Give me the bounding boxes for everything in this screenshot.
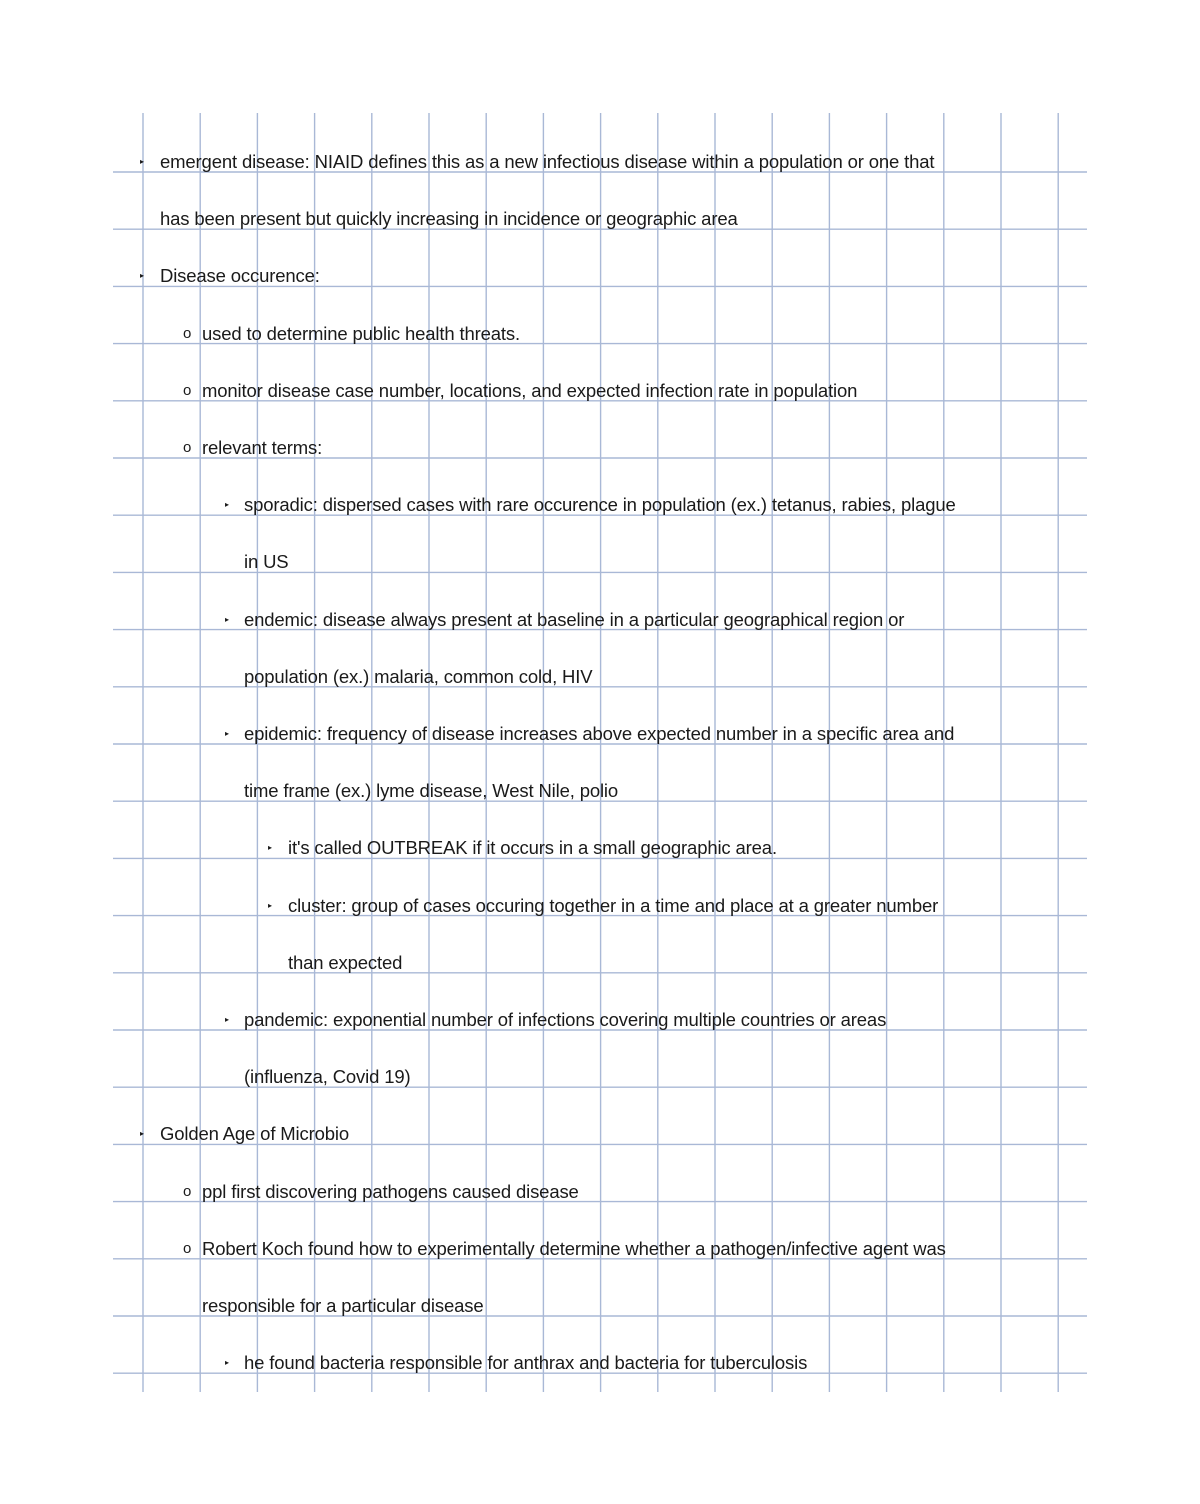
triangle-bullet-icon: ▸ — [140, 1129, 145, 1139]
note-line: in US — [244, 551, 289, 573]
note-line: time frame (ex.) lyme disease, West Nile, polio — [244, 780, 619, 802]
hollow-circle-bullet-icon: o — [183, 381, 192, 399]
note-line: monitor disease case number, locations, and expected infection rate in population — [202, 379, 858, 401]
note-line: emergent disease: NIAID defines this as a new infectious disease within a population or one that — [160, 151, 935, 172]
triangle-bullet-icon: ▸ — [225, 500, 230, 510]
triangle-bullet-icon: ▸ — [225, 1015, 230, 1024]
triangle-bullet-icon: ▸ — [225, 1358, 230, 1368]
note-line: endemic: disease always present at baseline in a particular geographical region or — [244, 608, 905, 630]
triangle-bullet-icon: ▸ — [268, 900, 273, 910]
triangle-bullet-icon: ▸ — [140, 157, 145, 166]
note-line: cluster: group of cases occuring together in a time and place at a greater number — [288, 894, 939, 916]
note-line: it's called OUTBREAK if it occurs in a small geographic area. — [288, 837, 777, 859]
hollow-circle-bullet-icon: o — [183, 1182, 192, 1200]
note-line: than expected — [288, 951, 403, 973]
triangle-bullet-icon: ▸ — [140, 271, 145, 281]
triangle-bullet-icon: ▸ — [225, 729, 230, 738]
note-line: population (ex.) malaria, common cold, HIV — [244, 665, 593, 687]
triangle-bullet-icon: ▸ — [225, 614, 230, 624]
note-line: Robert Koch found how to experimentally determine whether a pathogen/infective agent was — [202, 1237, 946, 1259]
note-line: has been present but quickly increasing in incidence or geographic area — [160, 208, 738, 230]
hollow-circle-bullet-icon: o — [183, 439, 192, 456]
hollow-circle-bullet-icon: o — [183, 324, 192, 342]
note-line: (influenza, Covid 19) — [244, 1066, 411, 1088]
triangle-bullet-icon: ▸ — [268, 843, 273, 853]
note-line: Disease occurence: — [160, 265, 320, 287]
note-line: used to determine public health threats. — [202, 322, 520, 344]
note-line: responsible for a particular disease — [202, 1295, 484, 1316]
note-line: sporadic: dispersed cases with rare occurence in population (ex.) tetanus, rabies, plague — [244, 494, 956, 516]
hollow-circle-bullet-icon: o — [183, 1239, 192, 1257]
note-line: he found bacteria responsible for anthrax and bacteria for tuberculosis — [244, 1352, 808, 1374]
note-line: ppl first discovering pathogens caused disease — [202, 1180, 579, 1202]
note-line: Golden Age of Microbio — [160, 1123, 350, 1145]
note-line: relevant terms: — [202, 437, 323, 458]
note-line: pandemic: exponential number of infections covering multiple countries or areas — [244, 1009, 887, 1030]
note-line: epidemic: frequency of disease increases above expected number in a specific area and — [244, 723, 955, 744]
